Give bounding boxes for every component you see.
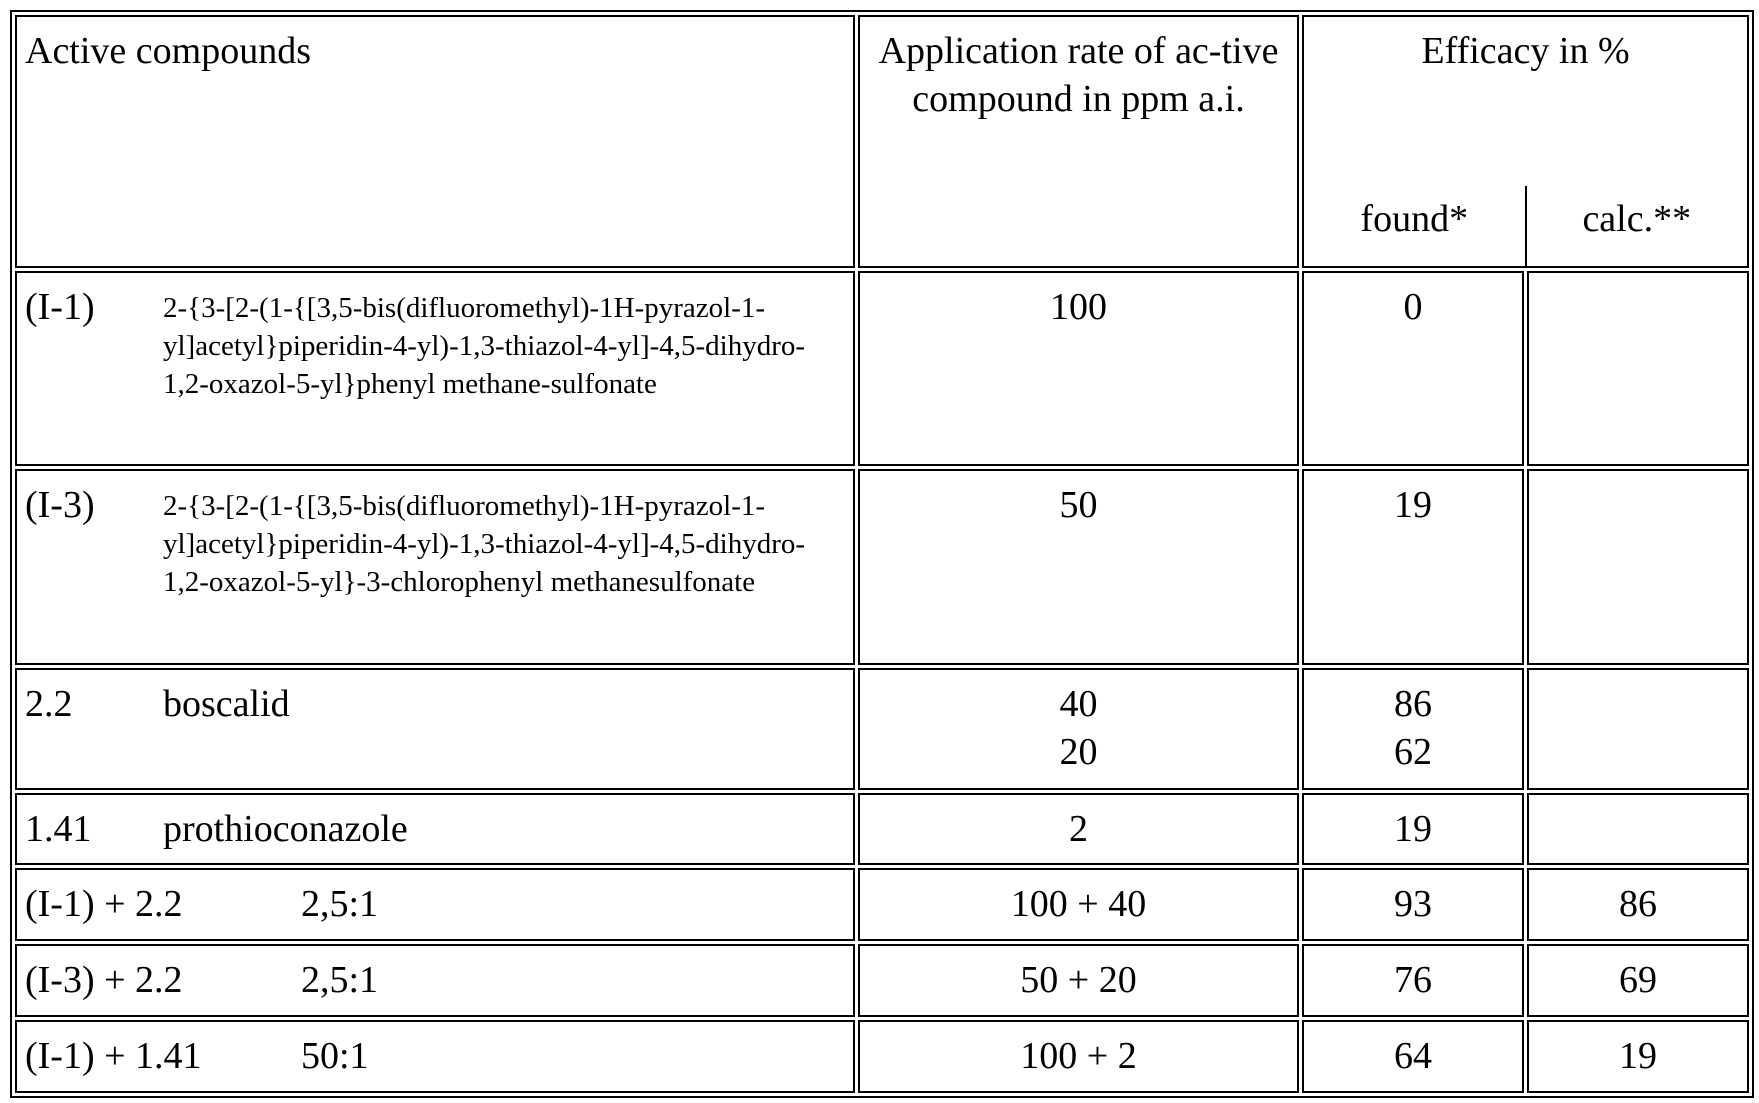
compound-name: boscalid xyxy=(163,680,843,728)
header-efficacy-title: Efficacy in % xyxy=(1304,17,1747,75)
calc xyxy=(1527,668,1749,790)
found: 86 xyxy=(1312,680,1514,728)
rate: 50 xyxy=(858,469,1299,665)
mixture-ratio: 2,5:1 xyxy=(301,883,378,925)
compound-name: prothioconazole xyxy=(163,805,843,853)
rate: 100 xyxy=(858,271,1299,466)
header-active-compounds: Active compounds xyxy=(15,15,855,268)
compound-name: 2-{3-[2-(1-{[3,5-bis(difluoromethyl)-1H-pyrazol-1-yl]acetyl}piperidin-4-yl)-1,3-thiazol-4-yl]-4,5-dihydro-1,2-oxazol-5-yl}phenyl methane-sulfonate xyxy=(163,283,843,403)
table-row xyxy=(15,469,1749,665)
rate: 20 xyxy=(868,728,1289,776)
mixture-code: (I-1) + 2.2 xyxy=(25,880,301,928)
compound-code: 2.2 xyxy=(25,680,163,728)
found: 93 xyxy=(1302,868,1524,941)
efficacy-table xyxy=(10,10,1754,1098)
found: 62 xyxy=(1312,728,1514,776)
compound-name: 2-{3-[2-(1-{[3,5-bis(difluoromethyl)-1H-pyrazol-1-yl]acetyl}piperidin-4-yl)-1,3-thiazol-4-yl]-4,5-dihydro-1,2-oxazol-5-yl}-3-chlorophenyl methanesulfonate xyxy=(163,481,843,601)
mixture-ratio: 2,5:1 xyxy=(301,959,378,1001)
found: 76 xyxy=(1302,944,1524,1017)
mixture-row xyxy=(15,1020,1749,1093)
found: 64 xyxy=(1302,1020,1524,1093)
calc xyxy=(1527,271,1749,466)
calc: 19 xyxy=(1527,1020,1749,1093)
calc: 69 xyxy=(1527,944,1749,1017)
header-application-rate: Application rate of ac-tive compound in ppm a.i. xyxy=(858,15,1299,268)
compound-code: (I-3) xyxy=(25,481,163,529)
table-row xyxy=(15,793,1749,865)
table-row xyxy=(15,668,1749,790)
rate: 100 + 2 xyxy=(858,1020,1299,1093)
rate: 100 + 40 xyxy=(858,868,1299,941)
table-row xyxy=(15,271,1749,466)
rate: 2 xyxy=(858,793,1299,865)
rate: 50 + 20 xyxy=(858,944,1299,1017)
mixture-row xyxy=(15,944,1749,1017)
calc xyxy=(1527,793,1749,865)
calc: 86 xyxy=(1527,868,1749,941)
header-calc: calc.** xyxy=(1525,186,1748,266)
mixture-row xyxy=(15,868,1749,941)
found: 0 xyxy=(1302,271,1524,466)
rate: 40 xyxy=(868,680,1289,728)
found: 19 xyxy=(1302,469,1524,665)
compound-code: (I-1) xyxy=(25,283,163,331)
header-found: found* xyxy=(1304,186,1525,266)
mixture-ratio: 50:1 xyxy=(301,1035,369,1077)
header-efficacy xyxy=(1302,15,1749,268)
calc xyxy=(1527,469,1749,665)
mixture-code: (I-3) + 2.2 xyxy=(25,956,301,1004)
compound-code: 1.41 xyxy=(25,805,163,853)
header-row xyxy=(15,15,1749,268)
found: 19 xyxy=(1302,793,1524,865)
mixture-code: (I-1) + 1.41 xyxy=(25,1032,301,1080)
